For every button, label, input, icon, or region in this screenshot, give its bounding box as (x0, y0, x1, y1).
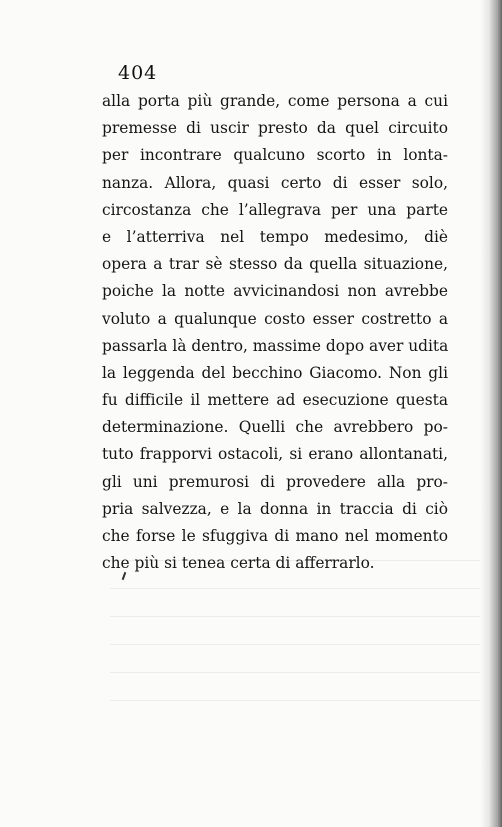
text-line: passarla là dentro, massime dopo aver udita (102, 336, 449, 355)
text-line: fu difficile il mettere ad esecuzione questa (102, 391, 448, 410)
text-line: opera a trar sè stesso da quella situazione, (102, 255, 448, 274)
text-line: che forse le sfuggiva di mano nel momento (102, 527, 448, 545)
text-line: e l’atterriva nel tempo medesimo, diè (102, 227, 448, 246)
spine-shadow (480, 0, 502, 827)
text-line: voluto a qualunque costo esser costretto a (102, 309, 448, 328)
text-line: la leggenda del becchino Giacomo. Non gli (102, 363, 448, 382)
show-through-texture (110, 560, 480, 710)
text-line: tuto frapporvi ostacoli, si erano allontanati, (102, 445, 448, 464)
body-text (102, 88, 448, 577)
text-line: determinazione. Quelli che avrebbero po- (102, 418, 448, 437)
page-number: 404 (118, 62, 158, 84)
text-line: premesse di uscir presto da quel circuito (102, 119, 448, 138)
text-line: poiche la notte avvicinandosi non avrebbe (102, 282, 448, 301)
text-line-final: che più si tenea certa di afferrarlo. (102, 554, 375, 573)
text-line: gli uni premurosi di provedere alla pro- (102, 472, 448, 491)
text-line: pria salvezza, e la donna in traccia di ciò (102, 499, 448, 518)
text-line: circostanza che l’allegrava per una parte (102, 200, 448, 219)
text-line: per incontrare qualcuno scorto in lonta- (102, 146, 448, 165)
text-line: alla porta più grande, come persona a cui (102, 92, 448, 110)
text-line: nanza. Allora, quasi certo di esser solo, (102, 173, 448, 192)
